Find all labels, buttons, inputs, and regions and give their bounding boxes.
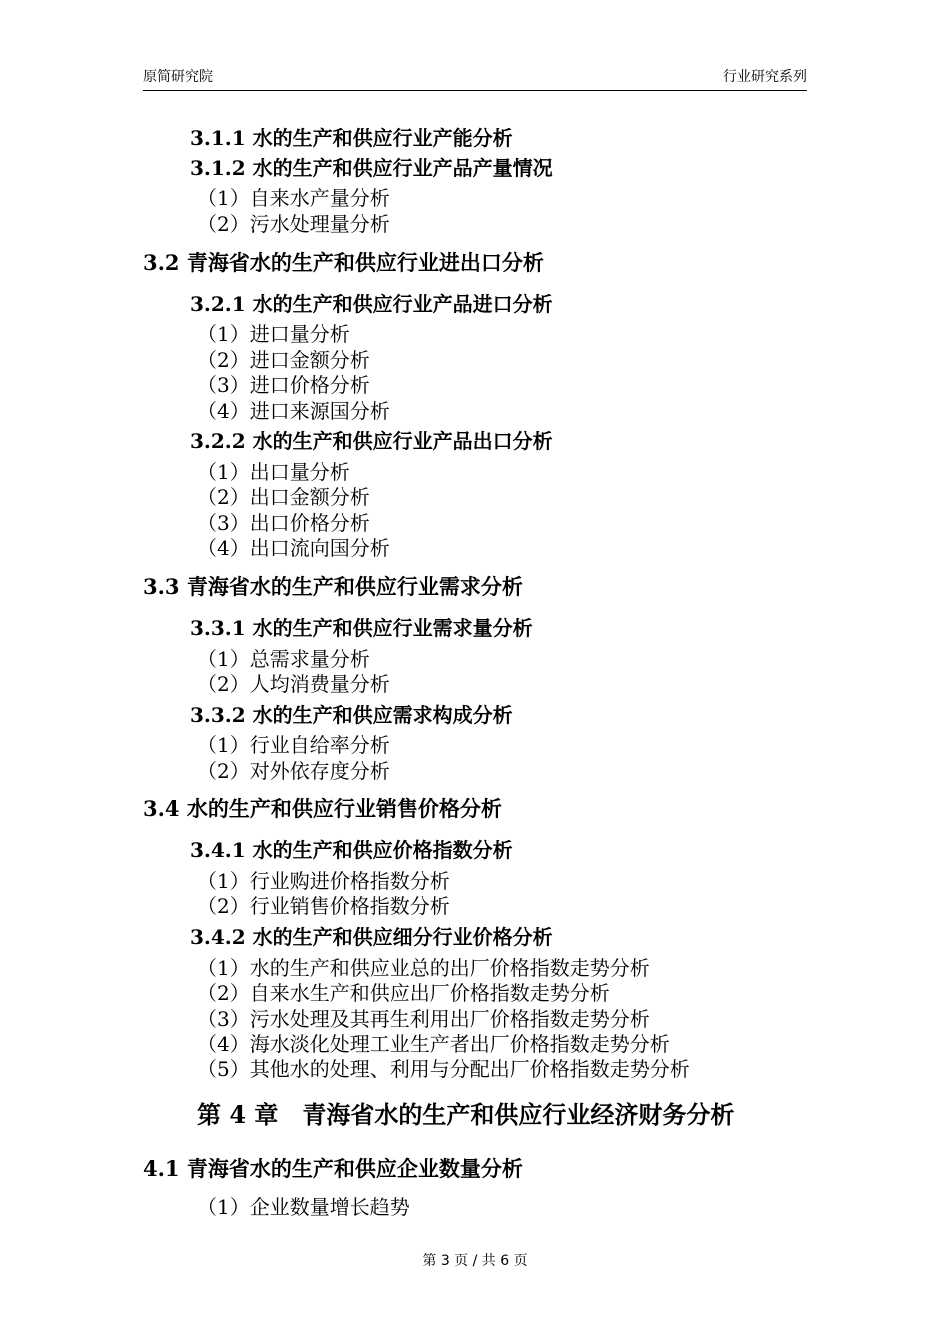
- toc-heading-3: 3.3.1 水的生产和供应行业需求量分析: [190, 616, 533, 640]
- toc-item: （3）污水处理及其再生利用出厂价格指数走势分析: [197, 1007, 650, 1031]
- header-series-name: 行业研究系列: [723, 69, 807, 85]
- toc-heading-3: 3.2.1 水的生产和供应行业产品进口分析: [190, 292, 553, 316]
- toc-item: （1）水的生产和供应业总的出厂价格指数走势分析: [197, 956, 650, 980]
- toc-item: （1）出口量分析: [197, 460, 350, 484]
- toc-heading-3: 3.4.1 水的生产和供应价格指数分析: [190, 838, 513, 862]
- toc-heading-2: 4.1 青海省水的生产和供应企业数量分析: [143, 1156, 523, 1181]
- toc-item: （3）出口价格分析: [197, 511, 370, 535]
- toc-item: （1）行业自给率分析: [197, 733, 390, 757]
- toc-heading-2: 3.2 青海省水的生产和供应行业进出口分析: [143, 250, 544, 275]
- toc-item: （2）污水处理量分析: [197, 212, 390, 236]
- header-org-name: 原简研究院: [143, 69, 213, 85]
- toc-item: （3）进口价格分析: [197, 373, 370, 397]
- toc-item: （2）自来水生产和供应出厂价格指数走势分析: [197, 981, 610, 1005]
- toc-chapter-title: 第 4 章 青海省水的生产和供应行业经济财务分析: [197, 1100, 735, 1129]
- toc-item: （1）行业购进价格指数分析: [197, 869, 450, 893]
- toc-item: （1）总需求量分析: [197, 647, 370, 671]
- toc-item: （2）行业销售价格指数分析: [197, 894, 450, 918]
- toc-item: （1）自来水产量分析: [197, 186, 390, 210]
- toc-item: （2）出口金额分析: [197, 485, 370, 509]
- toc-item: （1）企业数量增长趋势: [197, 1195, 410, 1219]
- toc-item: （4）出口流向国分析: [197, 536, 390, 560]
- toc-heading-2: 3.4 水的生产和供应行业销售价格分析: [143, 796, 502, 821]
- toc-heading-3: 3.3.2 水的生产和供应需求构成分析: [190, 703, 513, 727]
- toc-item: （5）其他水的处理、利用与分配出厂价格指数走势分析: [197, 1057, 690, 1081]
- toc-item: （4）海水淡化处理工业生产者出厂价格指数走势分析: [197, 1032, 670, 1056]
- toc-item: （4）进口来源国分析: [197, 399, 390, 423]
- toc-item: （1）进口量分析: [197, 322, 350, 346]
- toc-item: （2）对外依存度分析: [197, 759, 390, 783]
- page-number-label: 第 3 页 / 共 6 页: [422, 1253, 528, 1269]
- toc-heading-3: 3.1.2 水的生产和供应行业产品产量情况: [190, 156, 553, 180]
- toc-heading-3: 3.1.1 水的生产和供应行业产能分析: [190, 126, 513, 150]
- toc-heading-3: 3.4.2 水的生产和供应细分行业价格分析: [190, 925, 553, 949]
- toc-heading-2: 3.3 青海省水的生产和供应行业需求分析: [143, 574, 523, 599]
- toc-item: （2）进口金额分析: [197, 348, 370, 372]
- toc-item: （2）人均消费量分析: [197, 672, 390, 696]
- toc-heading-3: 3.2.2 水的生产和供应行业产品出口分析: [190, 429, 553, 453]
- page-footer: [0, 1250, 950, 1270]
